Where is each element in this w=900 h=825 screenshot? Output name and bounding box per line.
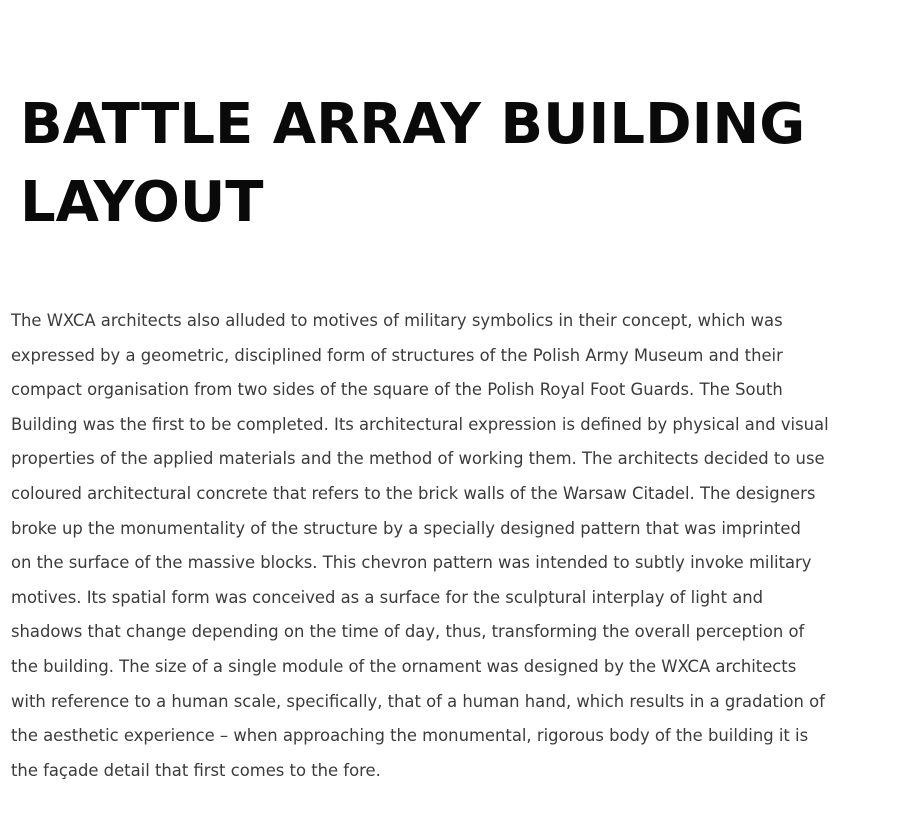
body-line: the building. The size of a single module of the ornament was designed by the WXCA architects (11, 656, 797, 676)
body-line: compact organisation from two sides of the square of the Polish Royal Foot Guards. The South (11, 380, 783, 400)
body-line: motives. Its spatial form was conceived as a surface for the sculptural interplay of light and (11, 587, 764, 607)
body-line: coloured architectural concrete that refers to the brick walls of the Warsaw Citadel. The designers (11, 483, 816, 503)
body-line: the aesthetic experience – when approaching the monumental, rigorous body of the building it is (11, 726, 809, 746)
body-line: the façade detail that first comes to the fore. (11, 760, 381, 780)
body-line: Building was the first to be completed. Its architectural expression is defined by physical and visual (11, 414, 829, 434)
body-line: properties of the applied materials and the method of working them. The architects decided to use (11, 449, 825, 469)
body-line: The WXCA architects also alluded to motives of military symbolics in their concept, which was (11, 311, 783, 330)
article-title (20, 86, 880, 242)
article-body (11, 304, 891, 788)
body-line: expressed by a geometric, disciplined form of structures of the Polish Army Museum and their (11, 345, 783, 365)
body-line: with reference to a human scale, specifically, that of a human hand, which results in a gradation of (11, 691, 825, 711)
body-line: broke up the monumentality of the structure by a specially designed pattern that was imprinted (11, 518, 801, 538)
title-line: BATTLE ARRAY BUILDING (20, 92, 806, 157)
body-line: on the surface of the massive blocks. This chevron pattern was intended to subtly invoke military (11, 553, 812, 573)
title-line: LAYOUT (20, 170, 264, 235)
body-line: shadows that change depending on the time of day, thus, transforming the overall perception of (11, 622, 805, 642)
